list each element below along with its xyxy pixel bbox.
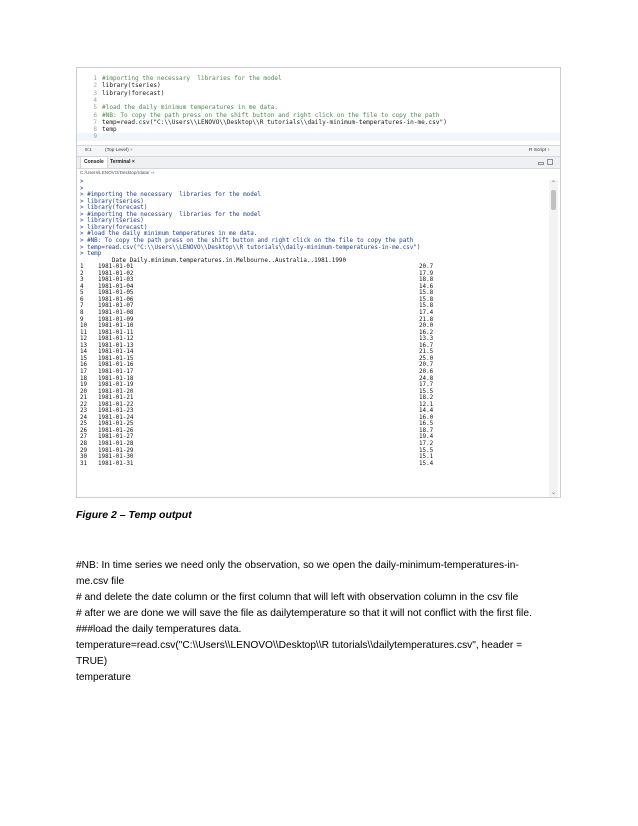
line-number: 1	[93, 75, 97, 82]
row-date: 1981-01-26	[98, 427, 134, 434]
body-text-line: temperature=read.csv("C:\\Users\\LENOVO\\Desktop\\R tutorials\\dailytemperatures.csv", header =	[76, 640, 523, 651]
row-index: 31	[80, 460, 88, 467]
row-date: 1981-01-02	[98, 270, 134, 277]
editor-status-bar	[77, 145, 560, 157]
row-date: 1981-01-25	[98, 421, 134, 428]
row-value: 24.8	[419, 375, 434, 382]
row-value: 13.3	[419, 336, 434, 343]
row-date: 1981-01-22	[98, 401, 134, 408]
minimize-icon[interactable]	[538, 162, 544, 165]
rstudio-screenshot	[76, 67, 561, 498]
console-input-line: > temp	[80, 251, 102, 258]
code-text: temp=read.csv("C:\\Users\\LENOVO\\Desktop\\R tutorials\\daily-minimum-temperatures-in-me.csv")	[102, 118, 447, 126]
code-text: #NB: To copy the path press on the shift button and right click on the file to copy the path	[102, 111, 440, 119]
row-value: 16.0	[419, 414, 434, 421]
row-value: 15.5	[419, 388, 434, 395]
row-date: 1981-01-16	[98, 362, 134, 369]
code-text: #load the daily minimum temperatures in me data.	[102, 104, 279, 112]
file-type-selector[interactable]: R Script ÷	[528, 148, 550, 153]
row-index: 20	[80, 388, 88, 395]
row-date: 1981-01-15	[98, 355, 134, 362]
line-number: 3	[93, 89, 97, 97]
row-value: 20.7	[419, 362, 434, 369]
console-input-line: > #load the daily minimum temperatures in me data.	[80, 231, 258, 238]
row-index: 25	[80, 421, 88, 428]
row-index: 17	[80, 368, 88, 375]
row-index: 19	[80, 382, 88, 389]
code-text: library(tseries)	[102, 82, 161, 90]
row-value: 18.2	[419, 395, 434, 402]
row-index: 28	[80, 441, 88, 447]
row-date: 1981-01-04	[98, 283, 134, 290]
row-value: 20.0	[419, 323, 434, 330]
row-value: 12.1	[419, 401, 434, 408]
row-date: 1981-01-05	[98, 290, 134, 297]
row-value: 17.9	[419, 270, 434, 277]
row-value: 16.2	[419, 329, 434, 336]
row-value: 17.4	[419, 310, 434, 316]
row-index: 29	[80, 447, 88, 454]
code-text: library(forecast)	[102, 89, 165, 97]
working-directory-bar	[77, 169, 560, 177]
row-index: 5	[80, 290, 84, 297]
console-input-line: > #importing the necessary libraries for the model	[80, 211, 261, 218]
line-number: 2	[93, 82, 97, 90]
row-date: 1981-01-30	[98, 454, 134, 461]
body-text-line: temperature	[76, 672, 131, 683]
console-input-line: > temp=read.csv("C:\\Users\\LENOVO\\Desktop\\R tutorials\\daily-minimum-temperatures-in-me.csv")	[80, 244, 421, 251]
row-date: 1981-01-18	[98, 375, 134, 382]
row-date: 1981-01-12	[98, 336, 134, 343]
row-index: 16	[80, 362, 88, 369]
row-date: 1981-01-20	[98, 388, 134, 395]
console-input-line: > library(forecast)	[80, 224, 148, 231]
scope-selector[interactable]: (Top Level) ÷	[105, 148, 133, 153]
editor-line	[77, 133, 560, 140]
line-number: 4	[93, 96, 97, 104]
figure-caption: Figure 2 – Temp output	[76, 509, 192, 521]
row-date: 1981-01-21	[98, 395, 134, 402]
pane-controls	[538, 159, 554, 166]
row-value: 15.8	[419, 290, 434, 297]
row-date: 1981-01-24	[98, 414, 134, 421]
row-index: 21	[80, 395, 88, 402]
console-input-line: >	[80, 179, 84, 185]
row-index: 30	[80, 454, 88, 461]
tab-terminal[interactable]: Terminal ×	[110, 159, 135, 165]
body-text-line: #NB: In time series we need only the observation, so we open the daily-minimum-temperatures-in-	[76, 560, 519, 571]
dataframe-row	[80, 303, 133, 310]
row-date: 1981-01-19	[98, 382, 134, 389]
line-number: 7	[93, 118, 97, 126]
line-number: 8	[93, 126, 97, 134]
row-index: 7	[80, 303, 84, 310]
body-text-line: # and delete the date column or the first column that will left with observation column in the csv file	[76, 592, 519, 603]
row-value: 15.8	[419, 296, 434, 303]
row-date: 1981-01-03	[98, 277, 134, 284]
dataframe-row	[80, 336, 133, 343]
row-value: 14.4	[419, 408, 434, 415]
row-value: 16.7	[419, 342, 434, 349]
tab-console[interactable]: Console	[80, 157, 108, 168]
console-input-line: >	[80, 185, 84, 192]
code-text: temp	[102, 126, 117, 134]
row-index: 26	[80, 427, 88, 434]
dataframe-row	[80, 271, 133, 278]
row-date: 1981-01-11	[98, 329, 134, 336]
console-input-line: > library(tseries)	[80, 218, 144, 225]
dataframe-row	[80, 434, 133, 441]
row-value: 15.4	[419, 460, 434, 467]
line-number: 5	[93, 104, 97, 112]
console-input-line: > #NB: To copy the path press on the shift button and right click on the file to copy the path	[80, 237, 414, 244]
row-index: 13	[80, 342, 88, 349]
row-index: 27	[80, 434, 88, 441]
dataframe-row	[80, 461, 133, 468]
row-date: 1981-01-06	[98, 296, 134, 303]
row-value: 18.8	[419, 277, 434, 284]
line-number: 9	[93, 133, 97, 141]
row-index: 24	[80, 414, 88, 421]
row-index: 1	[80, 264, 84, 271]
row-date: 1981-01-13	[98, 342, 134, 349]
row-value: 14.6	[419, 283, 434, 290]
maximize-icon[interactable]	[547, 159, 553, 165]
body-text-line: # after we are done we will save the file as dailytemperature so that it will not conflict with the first file.	[76, 608, 532, 619]
row-value: 21.5	[419, 349, 434, 356]
cursor-position: 9:1	[85, 148, 92, 153]
row-date: 1981-01-28	[98, 441, 134, 447]
row-value: 15.1	[419, 454, 434, 461]
row-date: 1981-01-14	[98, 349, 134, 356]
row-date: 1981-01-07	[98, 303, 134, 310]
scroll-thumb[interactable]	[551, 190, 556, 210]
row-value: 16.5	[419, 421, 434, 428]
dataframe-row	[80, 369, 133, 376]
body-text-line: TRUE)	[76, 656, 108, 667]
row-value: 15.5	[419, 447, 434, 454]
row-index: 10	[80, 323, 88, 330]
row-index: 4	[80, 283, 84, 290]
row-value: 15.8	[419, 303, 434, 310]
row-value: 20.7	[419, 264, 434, 271]
row-index: 11	[80, 329, 88, 336]
row-date: 1981-01-17	[98, 368, 134, 375]
row-value: 25.0	[419, 355, 434, 362]
row-index: 2	[80, 270, 84, 277]
console-input-line: > library(forecast)	[80, 205, 148, 212]
row-date: 1981-01-29	[98, 447, 134, 454]
working-directory[interactable]: C:/Users/LENOVO/Desktop/rdata/ ⇨	[80, 170, 155, 175]
row-index: 14	[80, 349, 88, 356]
row-index: 23	[80, 408, 88, 415]
body-text-line: me.csv file	[76, 576, 125, 587]
row-index: 9	[80, 316, 84, 323]
row-date: 1981-01-31	[98, 460, 134, 467]
console-scrollbar[interactable]	[549, 180, 558, 497]
row-date: 1981-01-23	[98, 408, 134, 415]
code-text: #importing the necessary libraries for the model	[102, 75, 282, 82]
row-date: 1981-01-08	[98, 310, 134, 316]
body-text-line: ###load the daily temperatures data.	[76, 624, 242, 635]
row-date: 1981-01-10	[98, 323, 134, 330]
row-index: 15	[80, 355, 88, 362]
dataframe-row	[80, 402, 133, 409]
console-tab-bar	[77, 157, 560, 169]
row-value: 18.7	[419, 427, 434, 434]
row-value: 20.6	[419, 368, 434, 375]
dataframe-header: Date Daily.minimum.temperatures.in.Melbourne..Australia..1981.1990	[80, 257, 346, 264]
console-output[interactable]	[77, 178, 547, 497]
row-index: 18	[80, 375, 88, 382]
row-index: 12	[80, 336, 88, 343]
scroll-up-icon[interactable]: ⌃	[550, 180, 557, 187]
row-value: 17.7	[419, 382, 434, 389]
row-value: 17.2	[419, 441, 434, 447]
row-index: 6	[80, 296, 84, 303]
row-index: 22	[80, 401, 88, 408]
scroll-down-icon[interactable]: ⌄	[550, 489, 557, 496]
row-date: 1981-01-27	[98, 434, 134, 441]
console-input-line: > #importing the necessary libraries for the model	[80, 192, 261, 199]
line-number: 6	[93, 111, 97, 119]
row-value: 19.4	[419, 434, 434, 441]
row-value: 21.8	[419, 316, 434, 323]
console-input-line: > library(tseries)	[80, 198, 144, 205]
row-index: 3	[80, 277, 84, 284]
row-index: 8	[80, 310, 84, 316]
source-editor[interactable]	[77, 68, 560, 145]
row-date: 1981-01-09	[98, 316, 134, 323]
row-date: 1981-01-01	[98, 264, 134, 271]
